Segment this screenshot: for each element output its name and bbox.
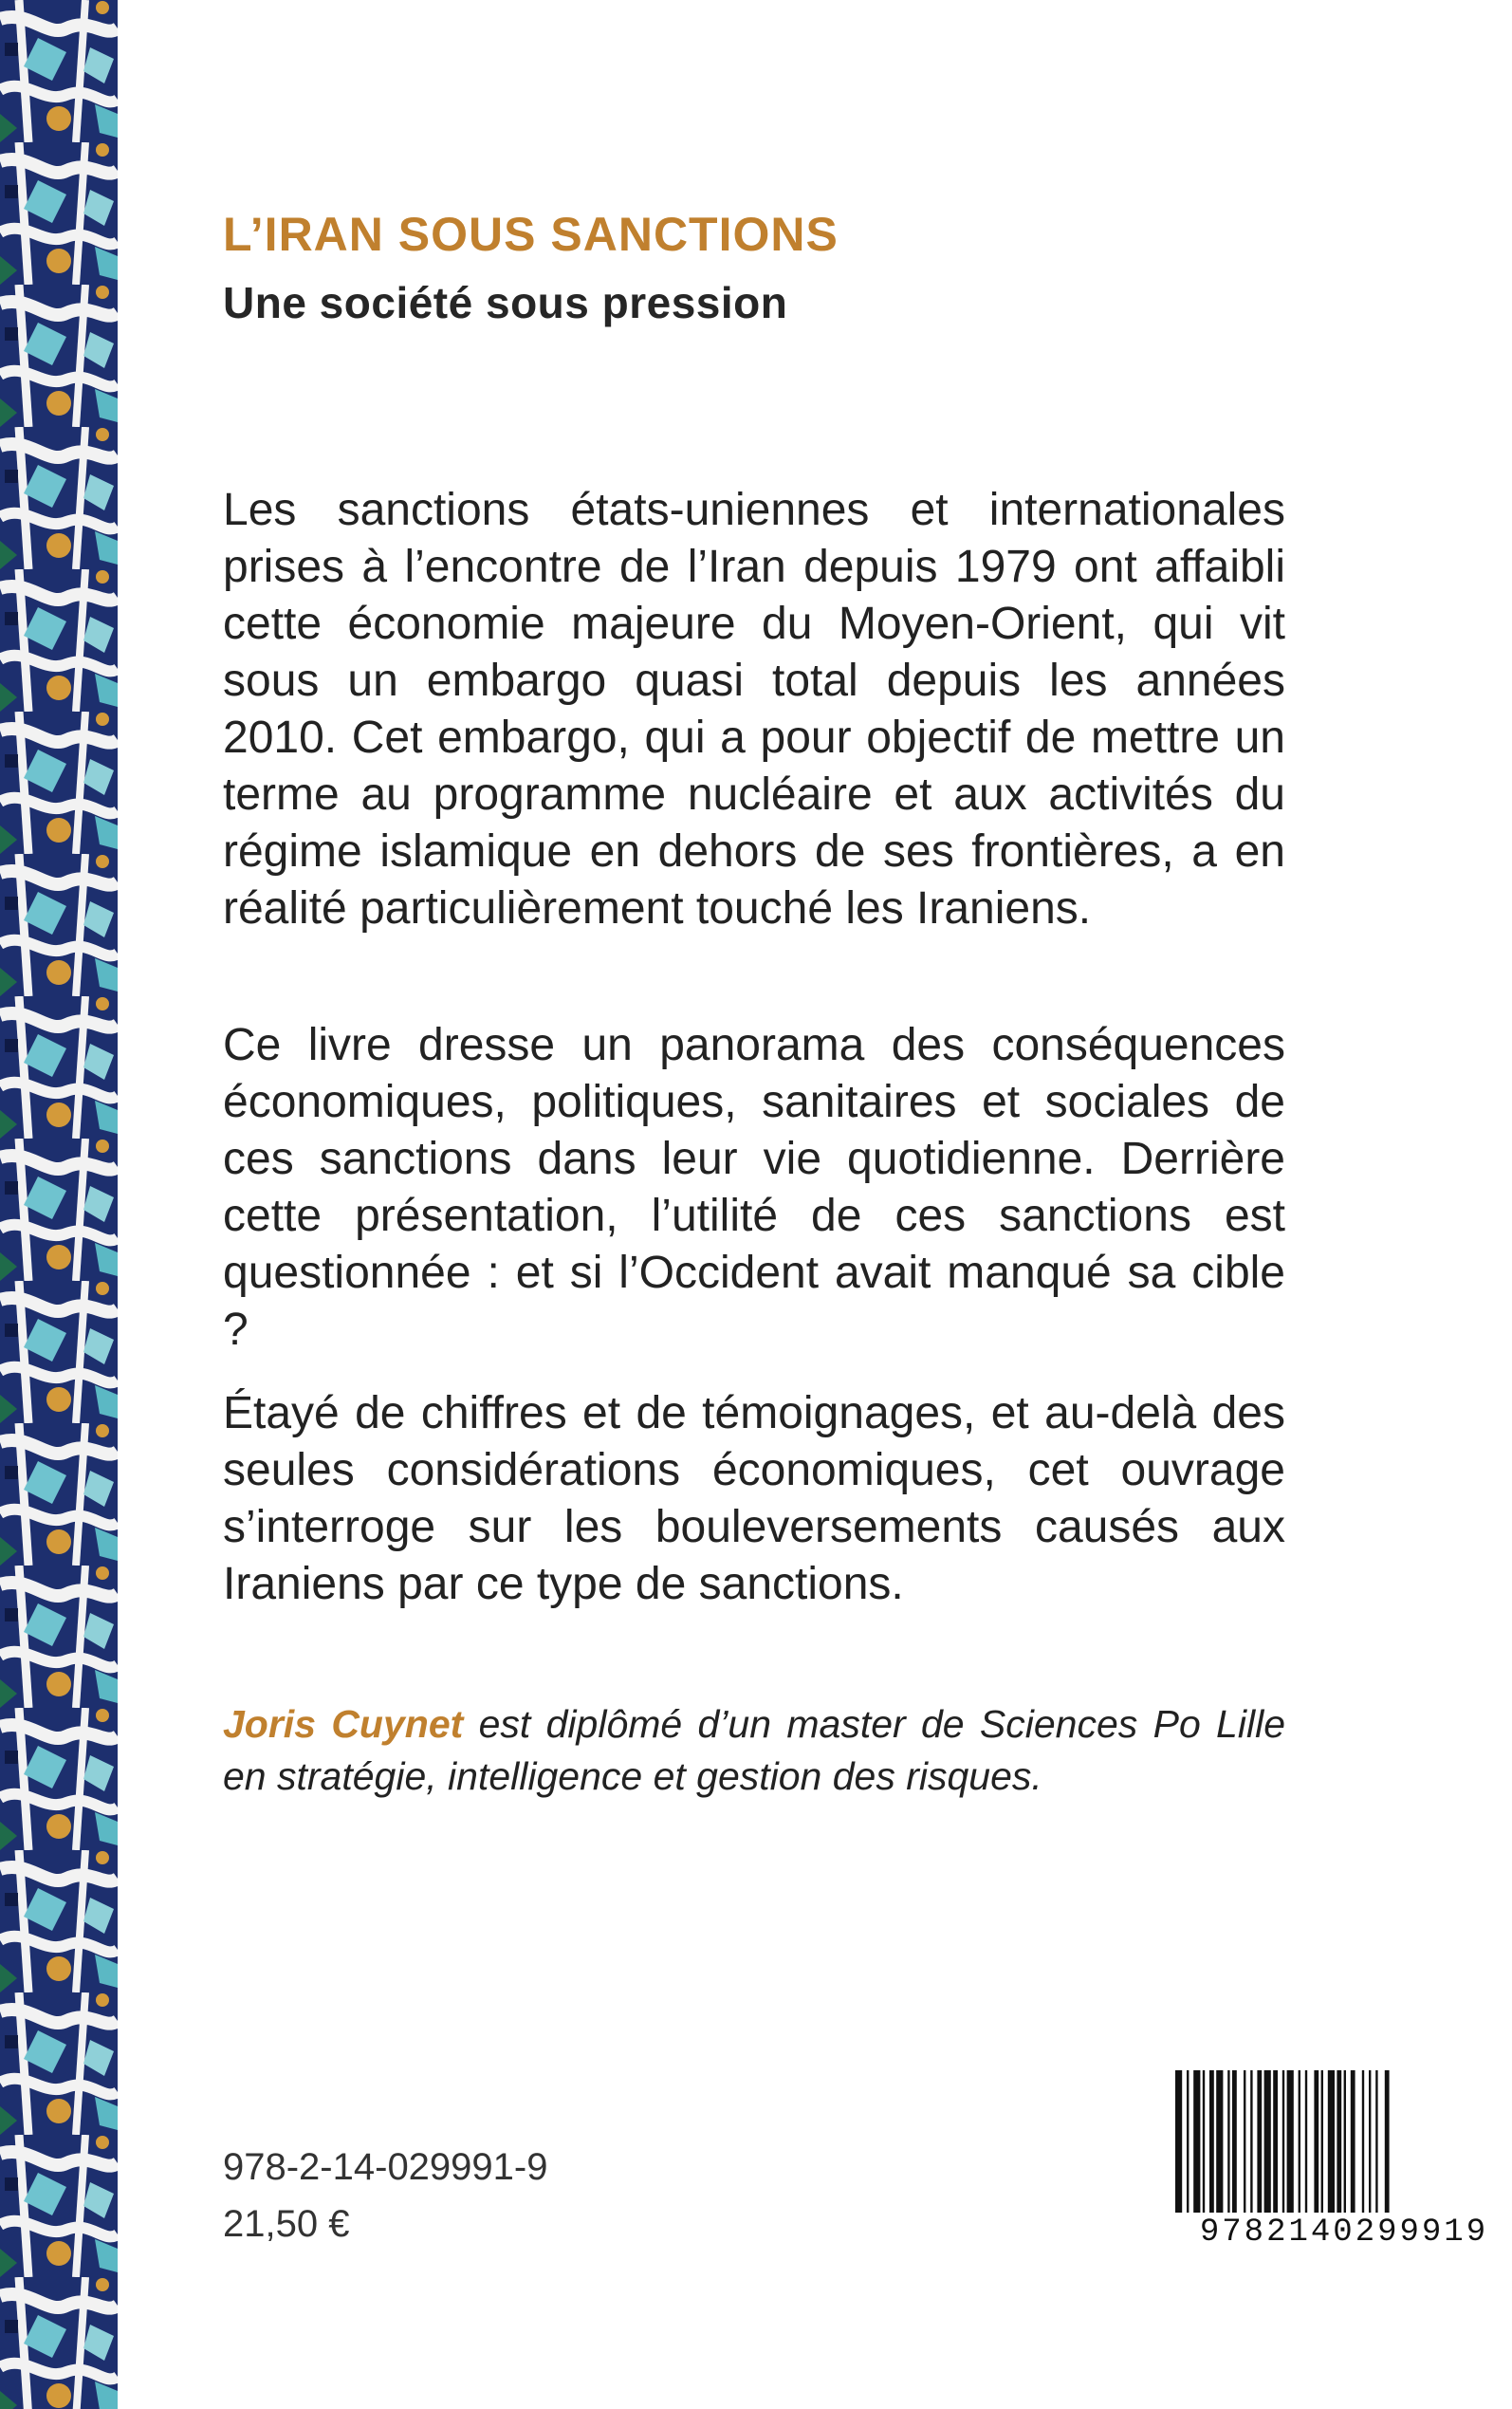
price: 21,50 € (223, 2203, 350, 2245)
barcode-bar (1282, 2070, 1284, 2213)
barcode-number: 9782140299919 (1171, 2214, 1512, 2251)
barcode-bar (1321, 2070, 1323, 2213)
barcode-bar (1369, 2070, 1371, 2213)
barcode-bar (1305, 2070, 1307, 2213)
barcode-bar (1385, 2070, 1390, 2213)
blurb-paragraph-3: Étayé de chiffres et de témoignages, et au-delà des seules considérations économiques, cet ouvrage s’interroge sur les bouleversements causés aux Iraniens par ce type de sanctions. (223, 1388, 1285, 1609)
mosaic-side-band (0, 0, 118, 2409)
barcode-bar (1250, 2070, 1252, 2213)
barcode-bar (1362, 2070, 1364, 2213)
author-name: Joris Cuynet (223, 1702, 464, 1746)
barcode-bar (1337, 2070, 1341, 2213)
barcode-bar (1175, 2070, 1182, 2213)
mosaic-pattern (0, 0, 118, 2409)
barcode-bar (1193, 2070, 1200, 2213)
barcode-bar (1187, 2070, 1189, 2213)
author-bio (223, 1698, 1285, 1803)
barcode-bar (1232, 2070, 1237, 2213)
barcode-bar (1375, 2070, 1377, 2213)
barcode-bar (1273, 2070, 1278, 2213)
barcode-bar (1209, 2070, 1214, 2213)
barcode-bar (1351, 2070, 1355, 2213)
barcode-bar (1264, 2070, 1271, 2213)
barcode-bar (1314, 2070, 1318, 2213)
barcode-bar (1299, 2070, 1300, 2213)
barcode-bar (1227, 2070, 1229, 2213)
blurb-paragraph-1: Les sanctions états-uniennes et internationales prises à l’encontre de l’Iran depuis 1979 ont affaibli cette économie majeure du Moyen-Orient, qui vit sous un embargo quasi total depuis les années 2010. Cet embargo, qui a pour objectif de mettre un terme au programme nucléaire et aux activités du régime islamique en dehors de ses frontières, a en réalité particulièrement touché les Iraniens. (223, 485, 1285, 934)
barcode-bar (1244, 2070, 1245, 2213)
barcode-bar (1216, 2070, 1223, 2213)
barcode-bar (1203, 2070, 1205, 2213)
barcode-bar (1328, 2070, 1335, 2213)
barcode-bar (1344, 2070, 1346, 2213)
barcode-bar (1257, 2070, 1262, 2213)
blurb-paragraph-2: Ce livre dresse un panorama des conséquences économiques, politiques, sanitaires et sociales de ces sanctions dans leur vie quotidienne. Derrière cette présentation, l’utilité de ces sanctions est questionnée : et si l’Occident avait manqué sa cible ? (223, 1020, 1285, 1355)
book-title: L’IRAN SOUS SANCTIONS (223, 208, 839, 261)
barcode-bar (1287, 2070, 1294, 2213)
author-bio-text: est diplômé d’un master de Sciences Po Lille en stratégie, intelligence et gestion des risques. (223, 1702, 1285, 1798)
book-subtitle: Une société sous pression (223, 278, 788, 327)
isbn: 978-2-14-029991-9 (223, 2146, 548, 2188)
